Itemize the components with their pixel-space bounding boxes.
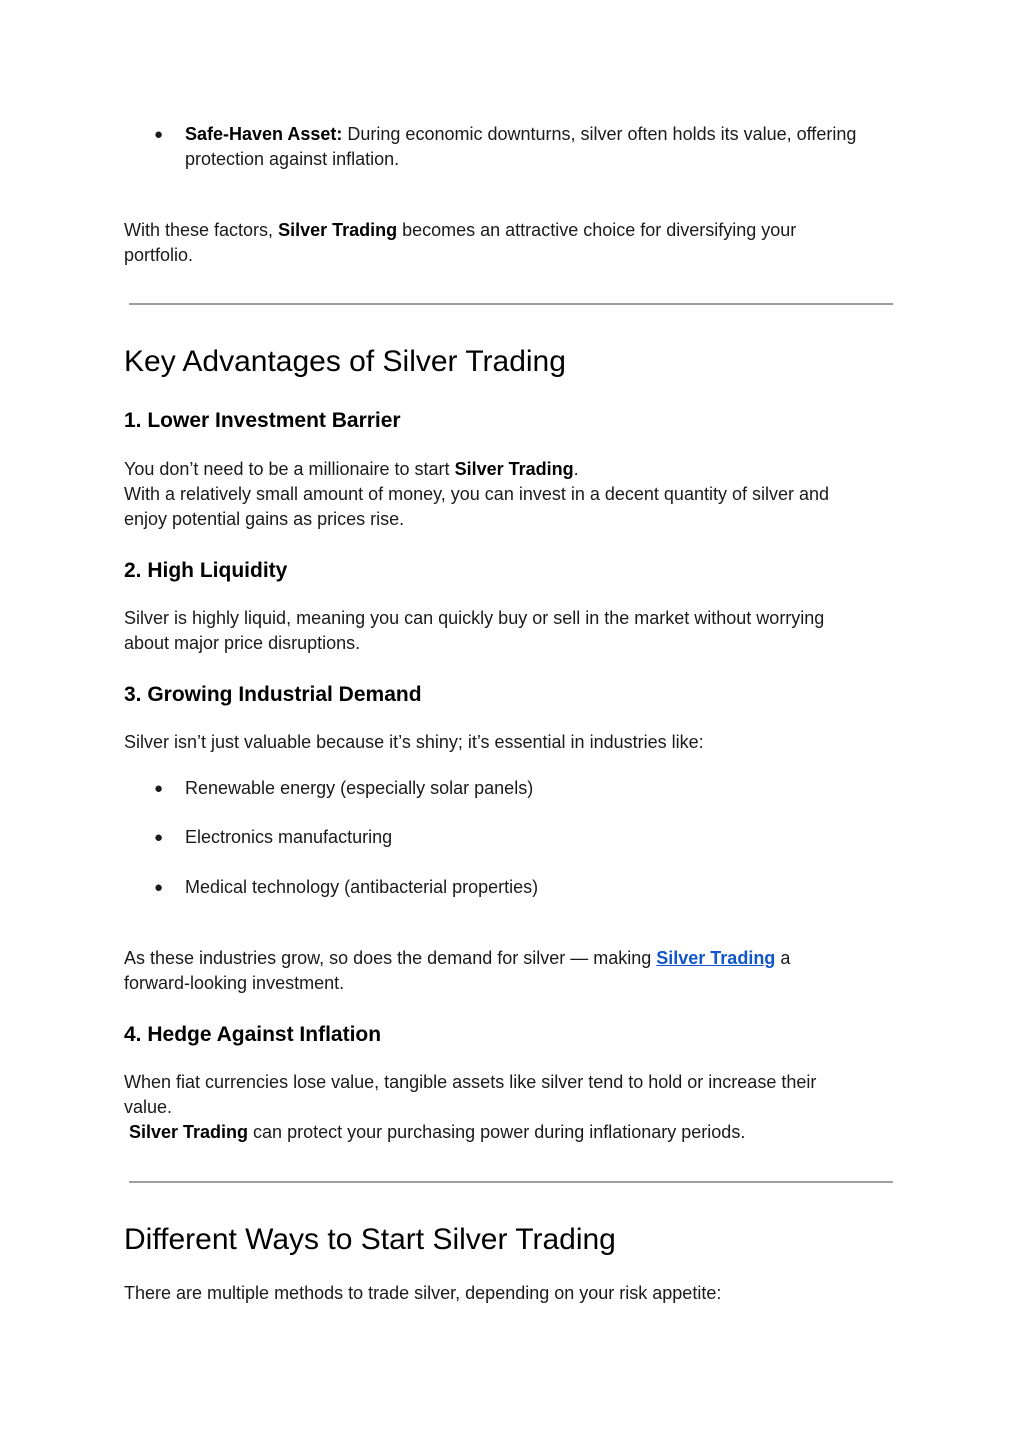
hedge-bold: Silver Trading	[129, 1122, 249, 1142]
lower-barrier-period: .	[573, 459, 579, 479]
bullet-marker: ●	[154, 780, 164, 797]
subheading-industrial-demand: 3. Growing Industrial Demand	[124, 683, 422, 706]
intro-paragraph	[124, 218, 904, 268]
bullet-marker: ●	[154, 126, 164, 143]
outro-prefix: As these industries grow, so does the demand for silver — making	[124, 948, 657, 968]
section-heading-advantages: Key Advantages of Silver Trading	[124, 345, 566, 378]
hedge-inflation-paragraph	[124, 1070, 914, 1145]
intro-suffix: becomes an attractive choice for diversifying your	[397, 220, 797, 240]
intro-line2: portfolio.	[124, 245, 194, 265]
lower-barrier-line3: enjoy potential gains as prices rise.	[124, 509, 405, 529]
lower-barrier-line2: With a relatively small amount of money, you can invest in a decent quantity of silver and	[124, 484, 830, 504]
ways-intro: There are multiple methods to trade silver, depending on your risk appetite:	[124, 1283, 722, 1303]
section-divider	[129, 1181, 893, 1183]
liquidity-line2: about major price disruptions.	[124, 633, 361, 653]
intro-prefix: With these factors,	[124, 220, 279, 240]
list-item-text: Renewable energy (especially solar panels)	[185, 778, 534, 798]
bullet-line2: protection against inflation.	[185, 149, 400, 169]
hedge-line2: value.	[124, 1097, 173, 1117]
bullet-text	[185, 122, 905, 172]
subheading-lower-barrier: 1. Lower Investment Barrier	[124, 409, 401, 432]
lower-barrier-line1: You don’t need to be a millionaire to start	[124, 459, 455, 479]
silver-trading-link[interactable]: Silver Trading	[656, 948, 776, 968]
subheading-high-liquidity: 2. High Liquidity	[124, 559, 288, 582]
lower-barrier-paragraph	[124, 457, 914, 532]
high-liquidity-paragraph	[124, 606, 914, 656]
list-item-text: Medical technology (antibacterial properties)	[185, 877, 539, 897]
section-divider	[129, 303, 893, 305]
bullet-marker: ●	[154, 879, 164, 896]
lower-barrier-bold: Silver Trading	[454, 459, 574, 479]
bullet-line1: During economic downturns, silver often holds its value, offering	[342, 124, 857, 144]
industrial-demand-outro	[124, 946, 914, 996]
hedge-line1: When fiat currencies lose value, tangible assets like silver tend to hold or increase their	[124, 1072, 817, 1092]
intro-bold: Silver Trading	[278, 220, 398, 240]
industrial-demand-intro: Silver isn’t just valuable because it’s shiny; it’s essential in industries like:	[124, 732, 704, 752]
bullet-marker: ●	[154, 829, 164, 846]
outro-line2: forward-looking investment.	[124, 973, 345, 993]
section-heading-ways: Different Ways to Start Silver Trading	[124, 1223, 616, 1256]
subheading-hedge-inflation: 4. Hedge Against Inflation	[124, 1023, 382, 1046]
hedge-line3: can protect your purchasing power during inflationary periods.	[248, 1122, 746, 1142]
liquidity-line1: Silver is highly liquid, meaning you can quickly buy or sell in the market without worrying	[124, 608, 825, 628]
list-item-text: Electronics manufacturing	[185, 827, 393, 847]
bullet-label: Safe-Haven Asset:	[185, 124, 343, 144]
outro-suffix: a	[775, 948, 791, 968]
